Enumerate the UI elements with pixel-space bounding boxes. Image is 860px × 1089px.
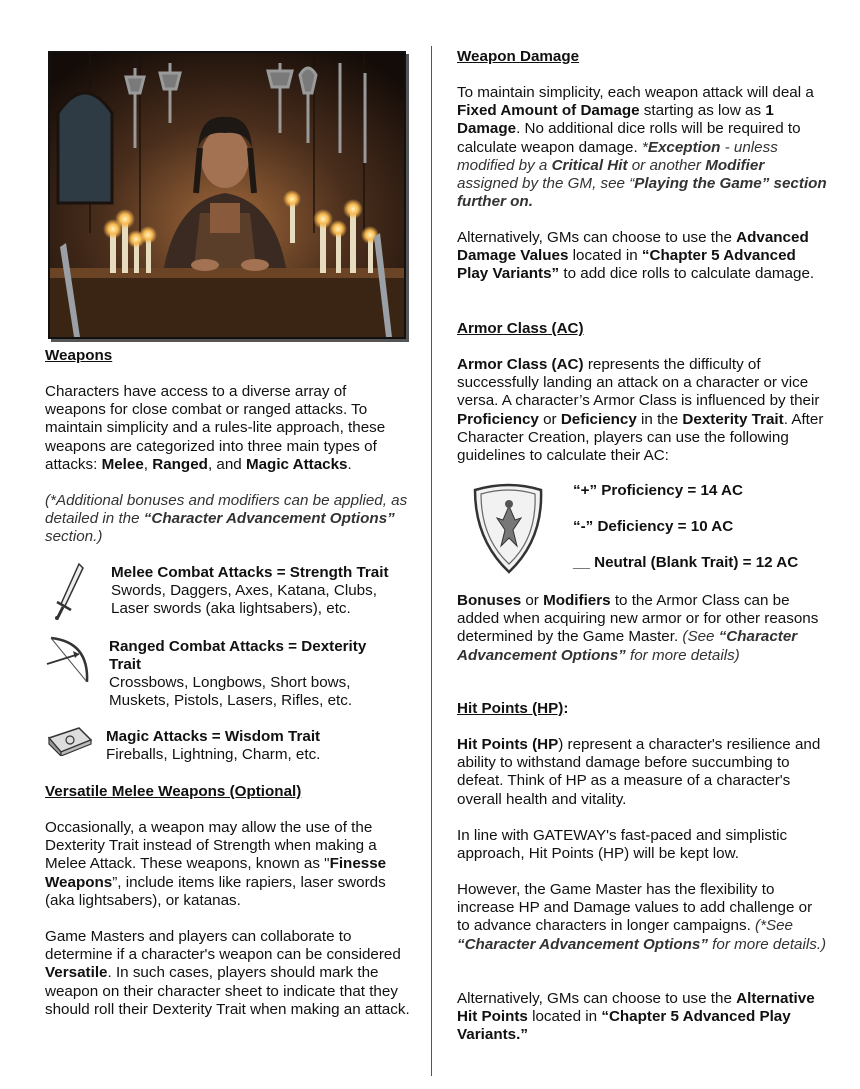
blacksmith-illustration (48, 51, 406, 339)
hit-points-heading: Hit Points (HP): (457, 700, 569, 717)
weapons-heading: Weapons (45, 347, 113, 364)
spellbook-icon (45, 724, 95, 756)
hit-points-paragraph: Hit Points (HP) represent a character's resilience and ability to withstand damage before succumbing to defeat. Think of HP as a measure of a character's overall health and vitality. (457, 736, 821, 808)
ranged-attack-title: Ranged Combat Attacks = Dexterity Trait (109, 638, 367, 674)
ac-rule-neutral: __ Neutral (Blank Trait) = 12 AC (573, 554, 799, 571)
hp-low-paragraph: In line with GATEWAY's fast-paced and simplistic approach, Hit Points (HP) will be kept low. (457, 827, 788, 863)
shield-icon (469, 480, 547, 576)
advancement-note: (*Additional bonuses and modifiers can be applied, as detailed in the “Character Advancement Options” section.) (45, 492, 408, 546)
weapons-intro: Characters have access to a diverse array of weapons for close combat or ranged attacks. To maintain simplicity and a rules-lite approach, these weapons are categorized into three main types of attacks: Melee, Ranged, and Magic Attacks. (45, 383, 386, 473)
ac-rule-proficiency: “+” Proficiency = 14 AC (573, 482, 743, 499)
alternative-hp-paragraph: Alternatively, GMs can choose to use the Alternative Hit Points located in “Chapter 5 Advanced Play Variants.” (457, 990, 815, 1044)
weapon-damage-paragraph: To maintain simplicity, each weapon attack will deal a Fixed Amount of Damage starting as low as 1 Damage. No additional dice rolls will be required to calculate weapon damage. *Exception - unless modified by a Critical Hit or another Modifier assigned by the GM, see “Playing the Game” section further on. (457, 84, 827, 211)
melee-attack-desc: Swords, Daggers, Axes, Katana, Clubs, Laser swords (aka lightsabers), etc. (111, 582, 377, 618)
column-divider (431, 46, 432, 1076)
advanced-damage-paragraph: Alternatively, GMs can choose to use the Advanced Damage Values located in “Chapter 5 Advanced Play Variants” to add dice rolls to calculate damage. (457, 229, 815, 283)
blacksmith-shop-image (50, 53, 404, 337)
weapon-damage-heading: Weapon Damage (457, 48, 580, 65)
melee-attack-title: Melee Combat Attacks = Strength Trait (111, 564, 389, 581)
ranged-attack-entry (45, 632, 411, 712)
sword-icon (51, 560, 91, 620)
magic-attack-desc: Fireballs, Lightning, Charm, etc. (106, 746, 321, 763)
magic-attack-title: Magic Attacks = Wisdom Trait (106, 728, 321, 745)
bow-icon (45, 634, 93, 686)
ac-rule-deficiency: “-” Deficiency = 10 AC (573, 518, 734, 535)
magic-attack-entry (45, 722, 411, 766)
melee-attack-entry (45, 558, 411, 620)
ranged-attack-desc: Crossbows, Longbows, Short bows, Muskets, Pistols, Lasers, Rifles, etc. (109, 674, 353, 710)
gm-collaboration-paragraph: Game Masters and players can collaborate to determine if a character's weapon can be considered Versatile. In such cases, players should mark the weapon on their character sheet to indicate that they should roll their Dexterity Trait when making an attack. (45, 928, 410, 1018)
versatile-paragraph: Occasionally, a weapon may allow the use of the Dexterity Trait instead of Strength when making a Melee Attack. These weapons, known as "Finesse Weapons”, include items like rapiers, laser swords (aka lightsabers), or katanas. (45, 819, 387, 909)
armor-class-heading: Armor Class (AC) (457, 320, 584, 337)
versatile-heading: Versatile Melee Weapons (Optional) (45, 783, 302, 800)
hp-flexibility-paragraph: However, the Game Master has the flexibility to increase HP and Damage values to add challenge or to advance characters in longer campaigns. (*See “Character Advancement Options” for more details.) (457, 881, 827, 953)
ac-bonuses-paragraph: Bonuses or Modifiers to the Armor Class can be added when acquiring new armor or for other reasons determined by the Game Master. (See “Character Advancement Options” for more details) (457, 592, 819, 664)
armor-class-paragraph: Armor Class (AC) represents the difficulty of successfully landing an attack on a character or vice versa. A character’s Armor Class is influenced by their Proficiency or Deficiency in the Dexterity Trait. After Character Creation, players can use the following guidelines to calculate their AC: (457, 356, 824, 465)
